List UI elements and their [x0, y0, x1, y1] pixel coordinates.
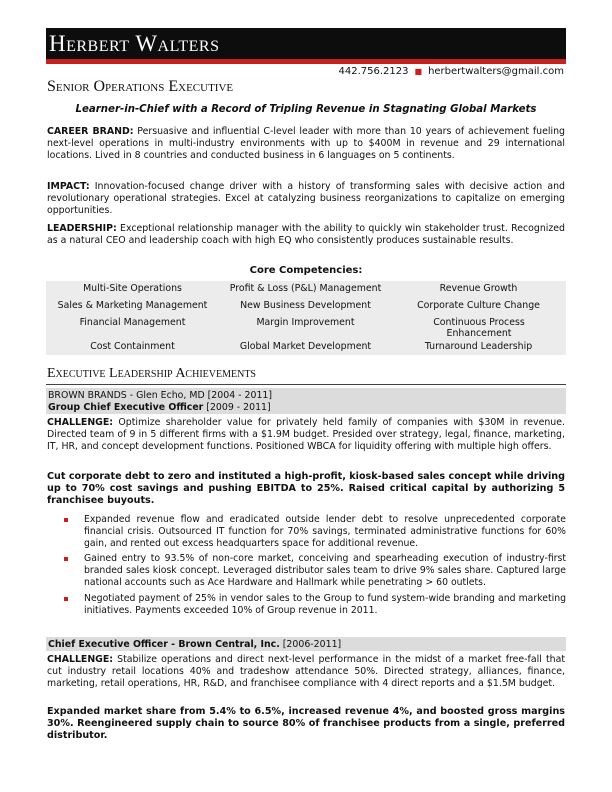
job2-role-line: [48, 639, 341, 650]
impact-label: IMPACT:: [47, 181, 90, 192]
list-item: [62, 514, 566, 549]
competency-item: Corporate Culture Change: [417, 300, 540, 311]
contact-line: [339, 66, 564, 78]
name-banner: [46, 28, 566, 64]
square-bullet-icon: [64, 518, 68, 522]
competency-item: Revenue Growth: [439, 283, 518, 294]
competency-item: Sales & Marketing Management: [57, 300, 208, 311]
square-bullet-icon: [64, 557, 68, 561]
phone-number: 442.756.2123: [338, 66, 409, 77]
job1-bullet-list: [62, 514, 566, 620]
job1-challenge-label: CHALLENGE:: [47, 417, 114, 428]
competency-item: Continuous Process Enhancement: [433, 317, 525, 339]
job2-role: Chief Executive Officer - Brown Central, Inc.: [48, 639, 280, 650]
job1-challenge-paragraph: [47, 417, 565, 452]
bullet-text: Expanded revenue flow and eradicated outside lender debt to resolve unprecedented corporate financial crisis. Outsourced IT function for 70% savings, terminated administrative functions for 60% gain, and rented out excess headquarters space for additional revenue.: [84, 514, 566, 549]
competency-item: Multi-Site Operations: [83, 283, 182, 294]
job2-challenge-label: CHALLENGE:: [47, 654, 114, 665]
achievements-heading: Executive Leadership Achievements: [47, 366, 256, 381]
competency-item: Margin Improvement: [256, 317, 355, 328]
impact-paragraph: [47, 181, 565, 216]
candidate-name: Herbert Walters: [49, 31, 220, 56]
competency-item: Financial Management: [79, 317, 186, 328]
email-address: herbertwalters@gmail.com: [428, 66, 564, 77]
bullet-text: Gained entry to 93.5% of non-core market, conceiving and spearheading execution of industry-first branded sales kiosk concept. Leveraged distributor sales team to drive 9% sales share. Captured large national accounts such as Ace Hardware and Hallmark while penetrating > 60 outlets.: [84, 553, 566, 588]
job2-highlight: Expanded market share from 5.4% to 6.5%, increased revenue 4%, and boosted gross margins 30%. Reengineered supply chain to source 80% of franchisee products from a single, preferred distributor.: [47, 706, 565, 741]
job1-company-line: BROWN BRANDS - Glen Echo, MD [2004 - 2011]: [48, 390, 273, 401]
bullet-text: Negotiated payment of 25% in vendor sales to the Group to fund system-wide branding and marketing initiatives. Payments exceeded 10% of Group revenue in 2011.: [84, 592, 566, 616]
impact-text: Innovation-focused change driver with a history of transforming sales with decisive action and revolutionary operational strategies. Excel at catalyzing business reorganizations to capitalize on emerging opportunities.: [47, 181, 565, 216]
career-brand-text: Persuasive and influential C-level leader with more than 10 years of achievement fueling next-level operations in multi-industry environments with up to $400M in revenue and 29 international locations. Lived in 8 countries and conducted business in 6 languages on 5 continents.: [47, 126, 565, 161]
job1-challenge-text: Optimize shareholder value for privately held family of companies with $30M in revenue. Directed team of 9 in 5 different firms with a $1.9M budget. Presided over strategy, legal, finance, marketing, IT, HR, and concept development functions. Positioned WBCA for liquidity offering with multiple high offers.: [47, 417, 565, 452]
job2-challenge-paragraph: [47, 654, 565, 689]
leadership-paragraph: [47, 223, 565, 247]
list-item: [62, 593, 566, 617]
competencies-title: Core Competencies:: [249, 265, 363, 276]
job1-role: Group Chief Executive Officer: [48, 402, 204, 413]
job2-role-dates: [2006-2011]: [279, 639, 342, 650]
leadership-label: LEADERSHIP:: [47, 223, 117, 234]
career-brand-label: CAREER BRAND:: [47, 126, 134, 137]
section-divider: [46, 384, 566, 385]
job2-challenge-text: Stabilize operations and direct next-level performance in the midst of a market free-fall that cut industry retail locations 40% and tradeshow attendance 50%. Directed strategy, alliances, finance, marketing, retail operations, HR, R&D, and franchisee compliance with 4 direct reports and a $1.5M budget.: [47, 654, 565, 689]
job1-role-line: [48, 402, 271, 413]
competencies-grid: [46, 281, 566, 355]
competency-item: Turnaround Leadership: [424, 341, 533, 352]
square-bullet-icon: [64, 597, 68, 601]
job-title: Senior Operations Executive: [47, 78, 234, 95]
tagline: Learner-in-Chief with a Record of Tripling Revenue in Stagnating Global Markets: [75, 104, 537, 115]
competency-item: Cost Containment: [90, 341, 175, 352]
job1-highlight: Cut corporate debt to zero and instituted a high-profit, kiosk-based sales concept while driving up to 70% cost savings and pushing EBITDA to 25%. Raised critical capital by authorizing 5 franchisee buyouts.: [47, 471, 565, 506]
job1-role-dates: [2009 - 2011]: [203, 402, 271, 413]
competency-item: Global Market Development: [239, 341, 372, 352]
competency-item: Profit & Loss (P&L) Management: [229, 283, 382, 294]
bullet-separator-icon: ■: [414, 67, 423, 76]
list-item: [62, 553, 566, 588]
career-brand-paragraph: [47, 126, 565, 161]
competency-item: New Business Development: [240, 300, 371, 311]
leadership-text: Exceptional relationship manager with the ability to quickly win stakeholder trust. Recognized as a natural CEO and leadership coach with high EQ who consistently produces sustainable results.: [47, 223, 565, 246]
